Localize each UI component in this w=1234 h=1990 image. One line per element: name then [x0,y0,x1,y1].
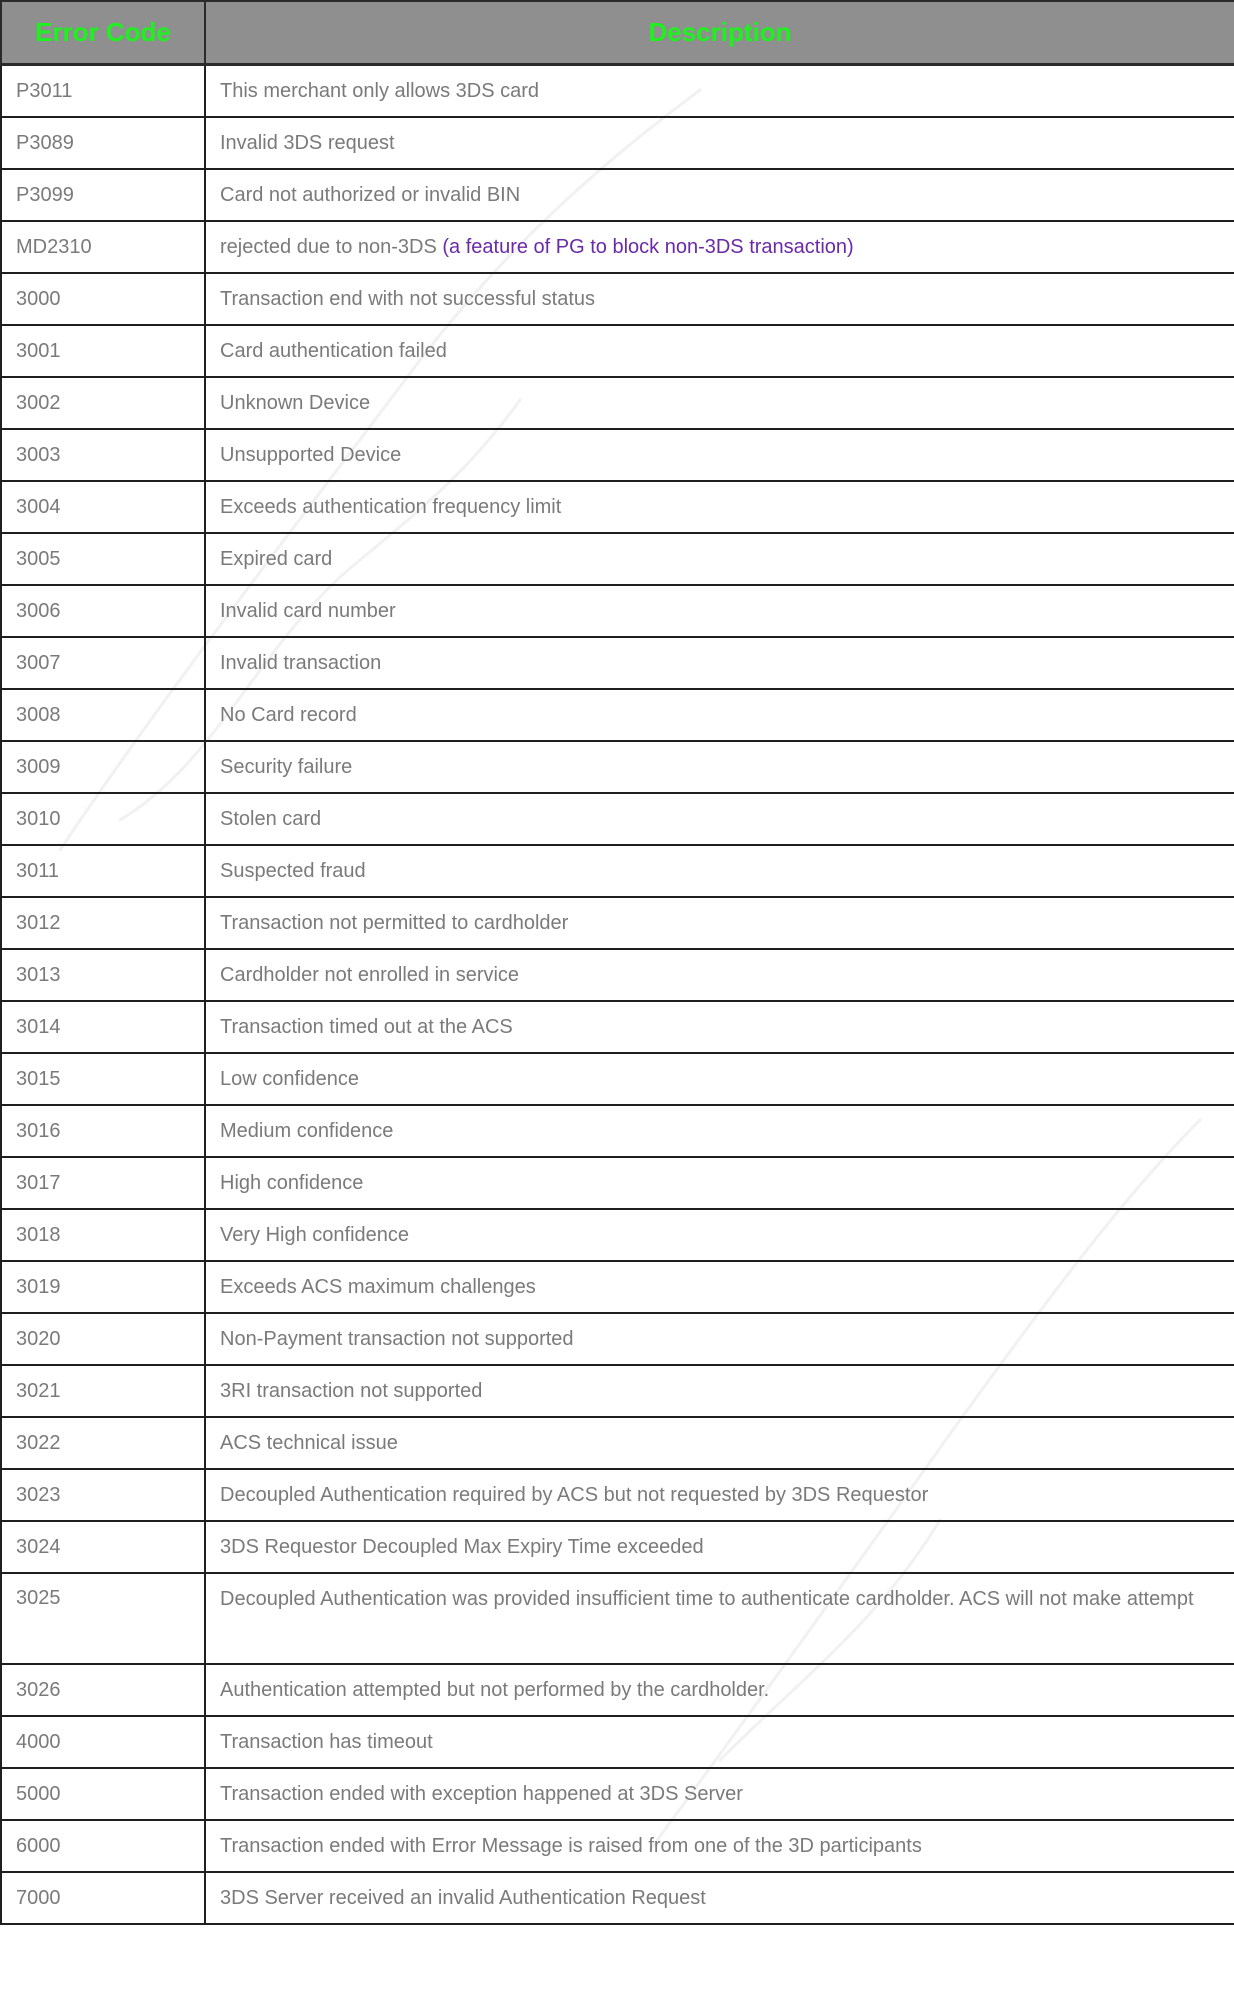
description-text: Transaction has timeout [220,1730,433,1753]
description-cell [205,585,1234,637]
error-code-cell: 3005 [1,533,205,585]
description-cell [205,169,1234,221]
description-note: (a feature of PG to block non-3DS transaction) [442,235,854,258]
description-text: Invalid card number [220,599,396,622]
column-header-description: Description [205,1,1234,65]
error-code-cell: 3001 [1,325,205,377]
error-code-cell: 3003 [1,429,205,481]
table-row [1,897,1234,949]
error-code-cell: 3022 [1,1417,205,1469]
table-row [1,1105,1234,1157]
description-cell [205,533,1234,585]
error-code-cell: 3000 [1,273,205,325]
table-row [1,1820,1234,1872]
description-cell [205,65,1234,118]
description-cell [205,1664,1234,1716]
table-row [1,1157,1234,1209]
description-text: Expired card [220,547,333,570]
description-text: Non-Payment transaction not supported [220,1327,574,1350]
table-row [1,169,1234,221]
error-code-cell: 7000 [1,1872,205,1924]
description-text: Card authentication failed [220,339,447,362]
description-cell [205,1053,1234,1105]
table-row [1,793,1234,845]
table-row [1,273,1234,325]
description-text: Exceeds authentication frequency limit [220,495,562,518]
error-code-cell: 3023 [1,1469,205,1521]
table-row [1,585,1234,637]
description-text: Card not authorized or invalid BIN [220,183,521,206]
description-cell [205,1768,1234,1820]
description-cell [205,1716,1234,1768]
table-row [1,1365,1234,1417]
description-cell [205,429,1234,481]
table-row [1,1261,1234,1313]
description-text: Suspected fraud [220,859,366,882]
description-cell [205,1105,1234,1157]
error-code-cell: 3002 [1,377,205,429]
description-text: Transaction not permitted to cardholder [220,911,569,934]
table-row [1,1573,1234,1664]
table-row [1,1313,1234,1365]
description-text: Authentication attempted but not performed by the cardholder. [220,1678,770,1701]
description-text: Transaction ended with exception happened at 3DS Server [220,1782,743,1805]
description-text: Low confidence [220,1067,359,1090]
description-cell [205,481,1234,533]
error-code-cell: 3024 [1,1521,205,1573]
table-row [1,1716,1234,1768]
description-text: Transaction ended with Error Message is raised from one of the 3D participants [220,1834,922,1857]
table-row [1,1768,1234,1820]
description-text: Transaction timed out at the ACS [220,1015,513,1038]
description-cell [205,897,1234,949]
table-row [1,65,1234,118]
table-row [1,741,1234,793]
error-code-cell: 3013 [1,949,205,1001]
description-text: High confidence [220,1171,364,1194]
description-text: Invalid 3DS request [220,131,395,154]
description-cell [205,949,1234,1001]
description-text: ACS technical issue [220,1431,398,1454]
description-cell [205,1872,1234,1924]
error-code-cell: 4000 [1,1716,205,1768]
error-code-cell: 3016 [1,1105,205,1157]
description-text: This merchant only allows 3DS card [220,79,540,102]
error-code-cell: 3021 [1,1365,205,1417]
description-text: Medium confidence [220,1119,394,1142]
error-code-cell: 3014 [1,1001,205,1053]
description-cell [205,689,1234,741]
error-code-cell: P3099 [1,169,205,221]
description-cell [205,1820,1234,1872]
error-code-cell: 3011 [1,845,205,897]
error-code-cell: P3011 [1,65,205,118]
description-cell [205,273,1234,325]
description-text: No Card record [220,703,357,726]
description-text: Exceeds ACS maximum challenges [220,1275,536,1298]
error-code-cell: 3018 [1,1209,205,1261]
description-text: Stolen card [220,807,322,830]
table-row [1,1521,1234,1573]
table-row [1,949,1234,1001]
description-text: Decoupled Authentication required by ACS but not requested by 3DS Requestor [220,1483,929,1506]
table-row [1,1417,1234,1469]
description-text: rejected due to non-3DS [220,235,437,258]
table-row [1,533,1234,585]
column-header-error-code: Error Code [1,1,205,65]
table-body [1,65,1234,1925]
table-row [1,429,1234,481]
table-row [1,1664,1234,1716]
table-row [1,117,1234,169]
description-cell [205,1001,1234,1053]
description-cell [205,1365,1234,1417]
error-code-cell: 3015 [1,1053,205,1105]
description-cell [205,1521,1234,1573]
description-text: Invalid transaction [220,651,382,674]
error-code-cell: MD2310 [1,221,205,273]
description-cell [205,1573,1234,1664]
table-row [1,1209,1234,1261]
description-cell [205,1469,1234,1521]
table-row [1,1469,1234,1521]
description-cell [205,377,1234,429]
error-code-cell: P3089 [1,117,205,169]
table-row [1,845,1234,897]
description-cell [205,117,1234,169]
error-code-cell: 6000 [1,1820,205,1872]
table-row [1,481,1234,533]
error-code-cell: 3020 [1,1313,205,1365]
table-row [1,1053,1234,1105]
table-row [1,325,1234,377]
description-text: 3DS Requestor Decoupled Max Expiry Time exceeded [220,1535,704,1558]
table-row [1,689,1234,741]
description-text: Decoupled Authentication was provided insufficient time to authenticate cardholder. ACS will not make attempt [220,1588,1194,1610]
table-row [1,377,1234,429]
table-row [1,221,1234,273]
description-cell [205,1261,1234,1313]
error-code-cell: 3004 [1,481,205,533]
description-cell [205,1157,1234,1209]
description-text: Transaction end with not successful status [220,287,595,310]
description-cell [205,325,1234,377]
description-text: 3RI transaction not supported [220,1379,483,1402]
error-code-cell: 3019 [1,1261,205,1313]
error-code-cell: 5000 [1,1768,205,1820]
error-code-cell: 3009 [1,741,205,793]
description-text: Unsupported Device [220,443,402,466]
description-text: 3DS Server received an invalid Authentication Request [220,1886,706,1909]
error-code-cell: 3012 [1,897,205,949]
table-row [1,1872,1234,1924]
table-header-row [1,1,1234,65]
error-code-cell: 3006 [1,585,205,637]
description-cell [205,1417,1234,1469]
description-text: Unknown Device [220,391,371,414]
error-code-cell: 3025 [1,1573,205,1664]
description-cell [205,637,1234,689]
description-text: Very High confidence [220,1223,410,1246]
error-code-cell: 3017 [1,1157,205,1209]
error-code-cell: 3010 [1,793,205,845]
error-code-cell: 3026 [1,1664,205,1716]
description-cell [205,221,1234,273]
table-row [1,1001,1234,1053]
description-text: Security failure [220,755,353,778]
error-code-cell: 3008 [1,689,205,741]
description-cell [205,1313,1234,1365]
table-row [1,637,1234,689]
description-text: Cardholder not enrolled in service [220,963,520,986]
description-cell [205,793,1234,845]
description-cell [205,845,1234,897]
description-cell [205,741,1234,793]
description-cell [205,1209,1234,1261]
error-code-cell: 3007 [1,637,205,689]
